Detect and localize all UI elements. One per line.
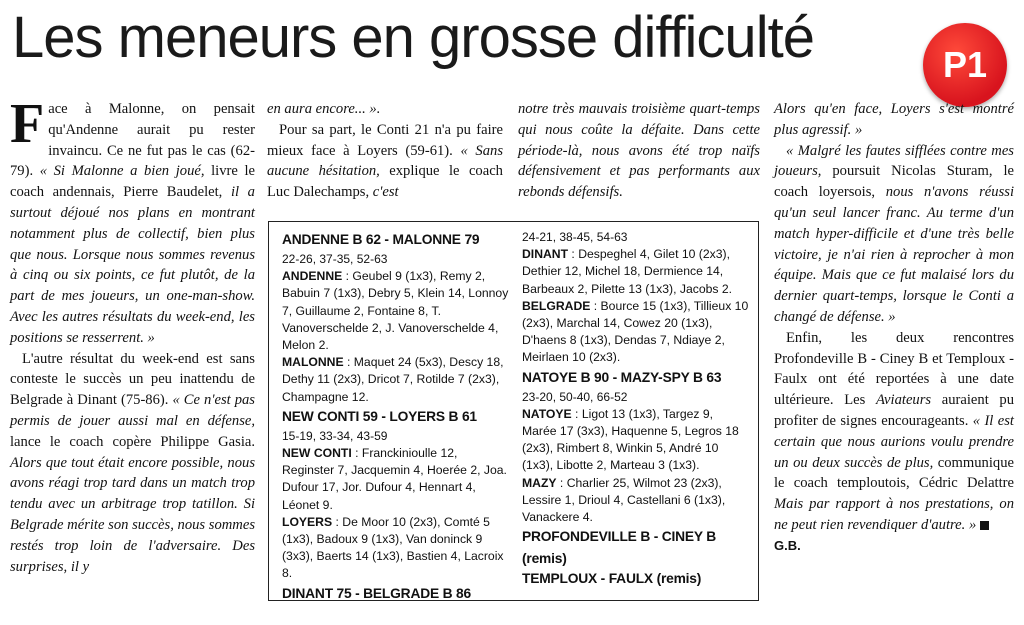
headline: Les meneurs en grosse difficulté (12, 5, 814, 70)
team-name: MAZY (522, 475, 557, 490)
text: communique le coach temploutois, Cédric Delattre (774, 454, 1014, 492)
paragraph (10, 93, 255, 349)
text: ace à Malonne, on pensait qu'Andenne aurait pu rester invaincu. Ce ne fut pas le cas (62-79). (10, 101, 255, 180)
team-name: NATOYE (522, 406, 572, 421)
players: : Ligot 13 (1x3), Targez 9, Marée 17 (3x3), Haquenne 5, Legros 18 (2x3), Rimbert 8, Winkin 5, André 10 (1x3), Libotte 2, Marteau 3 (1x3). (522, 406, 739, 473)
quote: Alors que tout était encore possible, nous avons réagi trop tard dans un match trop tendu avec un arbitrage trop tatillon. Si Belgrade mérite son succès, nous sommes restés trop loin de l'adversaire. Des surprises, il y (10, 454, 255, 575)
paragraph (10, 349, 255, 578)
drop-cap: F (10, 93, 45, 155)
team-lineup (282, 268, 512, 354)
article-column-4 (774, 99, 1014, 557)
players: : Charlier 25, Wilmot 23 (2x3), Lessire 1, Drioul 4, Castellani 6 (1x3), Vanackere 4. (522, 475, 726, 525)
match-title: DINANT 75 - BELGRADE B 86 (282, 585, 471, 601)
team-lineup (522, 246, 750, 298)
team-lineup (282, 354, 512, 406)
article-column-1 (10, 93, 255, 577)
paragraph (774, 141, 1014, 328)
match-title: NEW CONTI 59 - LOYERS B 61 (282, 408, 477, 424)
text: lance le coach copère Philippe Gasia. (10, 433, 255, 450)
paragraph: Alors qu'en face, Loyers s'est montré plus agressif. » (774, 101, 1014, 138)
text: L'autre résultat du week-end est sans conteste le succès un peu inattendu de Belgrade à Dinant (75-86). (10, 350, 255, 409)
team-name: NEW CONTI (282, 446, 352, 461)
author-signature: G.B. (774, 537, 801, 553)
paragraph: en aura encore... ». (267, 101, 381, 117)
quote: « Il est certain que nous aurions voulu prendre un ou deux succès de plus, (774, 412, 1014, 471)
quote: c'est (372, 184, 399, 201)
text: Pour sa part, le Conti 21 n'a pu faire mieux face à Loyers (59-61). (267, 121, 503, 159)
team-lineup (282, 514, 512, 583)
team-lineup (522, 475, 750, 527)
players: : De Moor 10 (2x3), Comté 5 (1x3), Badoux 9 (1x3), Van doninck 9 (3x3), Baerts 14 (1x3), Bastien 4, Lacroix 8. (282, 514, 504, 581)
article-column-2 (267, 99, 503, 203)
team-lineup (282, 445, 512, 514)
players: : Franckinioulle 12, Reginster 7, Jacquemin 4, Hoerée 2, Joa. Dufour 17, Jor. Dufour 4, Hennart 4, Léonet 9. (282, 446, 507, 512)
results-box (268, 221, 759, 601)
paragraph (774, 328, 1014, 536)
quote: « Malgré les fautes sifflées contre mes joueurs, (774, 142, 1014, 180)
quarter-scores: 23-20, 50-40, 66-52 (522, 389, 628, 404)
quote: « Sans aucune hésitation, (267, 142, 503, 180)
quote: nous n'avons réussi qu'un seul lancer franc. Au terme d'un match hyper-difficile et d'une très belle victoire, je n'ai rien à reprocher à mon équipe. Mais que ce fut malaisé lors du dernier quart-temps, lorsque le Conti a changé de défense. » (774, 184, 1014, 325)
quarter-scores: 15-19, 33-34, 43-59 (282, 428, 388, 443)
results-column-left (282, 229, 512, 605)
text: livre le coach andennais, Pierre Baudelet, (10, 163, 255, 201)
article-column-3 (518, 99, 760, 203)
postponed-match: TEMPLOUX - FAULX (remis) (522, 571, 702, 587)
division-badge: P1 (923, 23, 1007, 107)
text: Aviateurs (875, 392, 932, 409)
quote: il a surtout déjoué nos plans en montrant notamment plus de collectif, bien plus que nous. Lorsque nous sommes revenus à cinq ou six points, ce fut plutôt, de la part de mes joueurs, un one-man-show. Avec les autres résultats du week-end, les positions se resserrent. » (10, 184, 255, 346)
players: : Maquet 24 (5x3), Descy 18, Dethy 11 (2x3), Dricot 7, Rotilde 7 (2x3), Champagne 12. (282, 355, 504, 404)
text: explique le coach Luc Dalechamps, (267, 163, 503, 201)
team-name: DINANT (522, 247, 569, 262)
quote: « Si Malonne a bien joué, (39, 163, 205, 180)
paragraph (267, 120, 503, 203)
match-title: ANDENNE B 62 - MALONNE 79 (282, 232, 480, 247)
team-lineup (522, 406, 750, 475)
team-lineup (522, 298, 750, 367)
text: poursuit Nicolas Sturam, le coach loyersois, (774, 163, 1014, 201)
text: auraient pu profiter de signes encourageants. (774, 392, 1014, 429)
quarter-scores: 22-26, 37-35, 52-63 (282, 252, 388, 266)
team-name: BELGRADE (522, 298, 591, 313)
text: Enfin, les deux rencontres Profondeville B - Ciney B et Temploux - Faulx ont été reportées à une date ultérieure. Les (774, 329, 1014, 409)
players: : Geubel 9 (1x3), Remy 2, Babuin 7 (1x3), Debry 5, Klein 14, Lonnoy 7, Guillaume 2, Fontaine 8, T. Vanoverschelde 2, J. Vanoverschelde 4, Melon 2. (282, 269, 509, 353)
players: : Despeghel 4, Gilet 10 (2x3), Dethier 12, Michel 18, Dermience 14, Barbeaux 2, Pilette 13 (1x3), Jacobs 2. (522, 247, 733, 296)
end-mark (980, 521, 989, 530)
match-title: NATOYE B 90 - MAZY-SPY B 63 (522, 369, 722, 385)
team-name: MALONNE (282, 355, 344, 370)
paragraph: notre très mauvais troisième quart-temps qui nous coûte la défaite. Dans cette période-là, nous avons été trop naïfs défensivement et pas performants aux rebonds défensifs. (518, 101, 760, 201)
quote: Mais par rapport à nos prestations, on ne peut rien revendiquer d'autre. » (774, 496, 1014, 533)
team-name: ANDENNE (282, 269, 343, 284)
team-name: LOYERS (282, 514, 333, 529)
quote: « Ce n'est pas permis de jouer aussi mal en défense, (10, 392, 255, 429)
quarter-scores: 24-21, 38-45, 54-63 (522, 230, 628, 244)
results-column-right (522, 229, 750, 587)
postponed-match: PROFONDEVILLE B - CINEY B (remis) (522, 529, 717, 567)
players: : Bource 15 (1x3), Tillieux 10 (2x3), Marchal 14, Cowez 20 (1x3), D'haens 8 (1x3), Dendas 7, Ndiaye 2, Meirlaen 10 (2x3). (522, 298, 749, 365)
